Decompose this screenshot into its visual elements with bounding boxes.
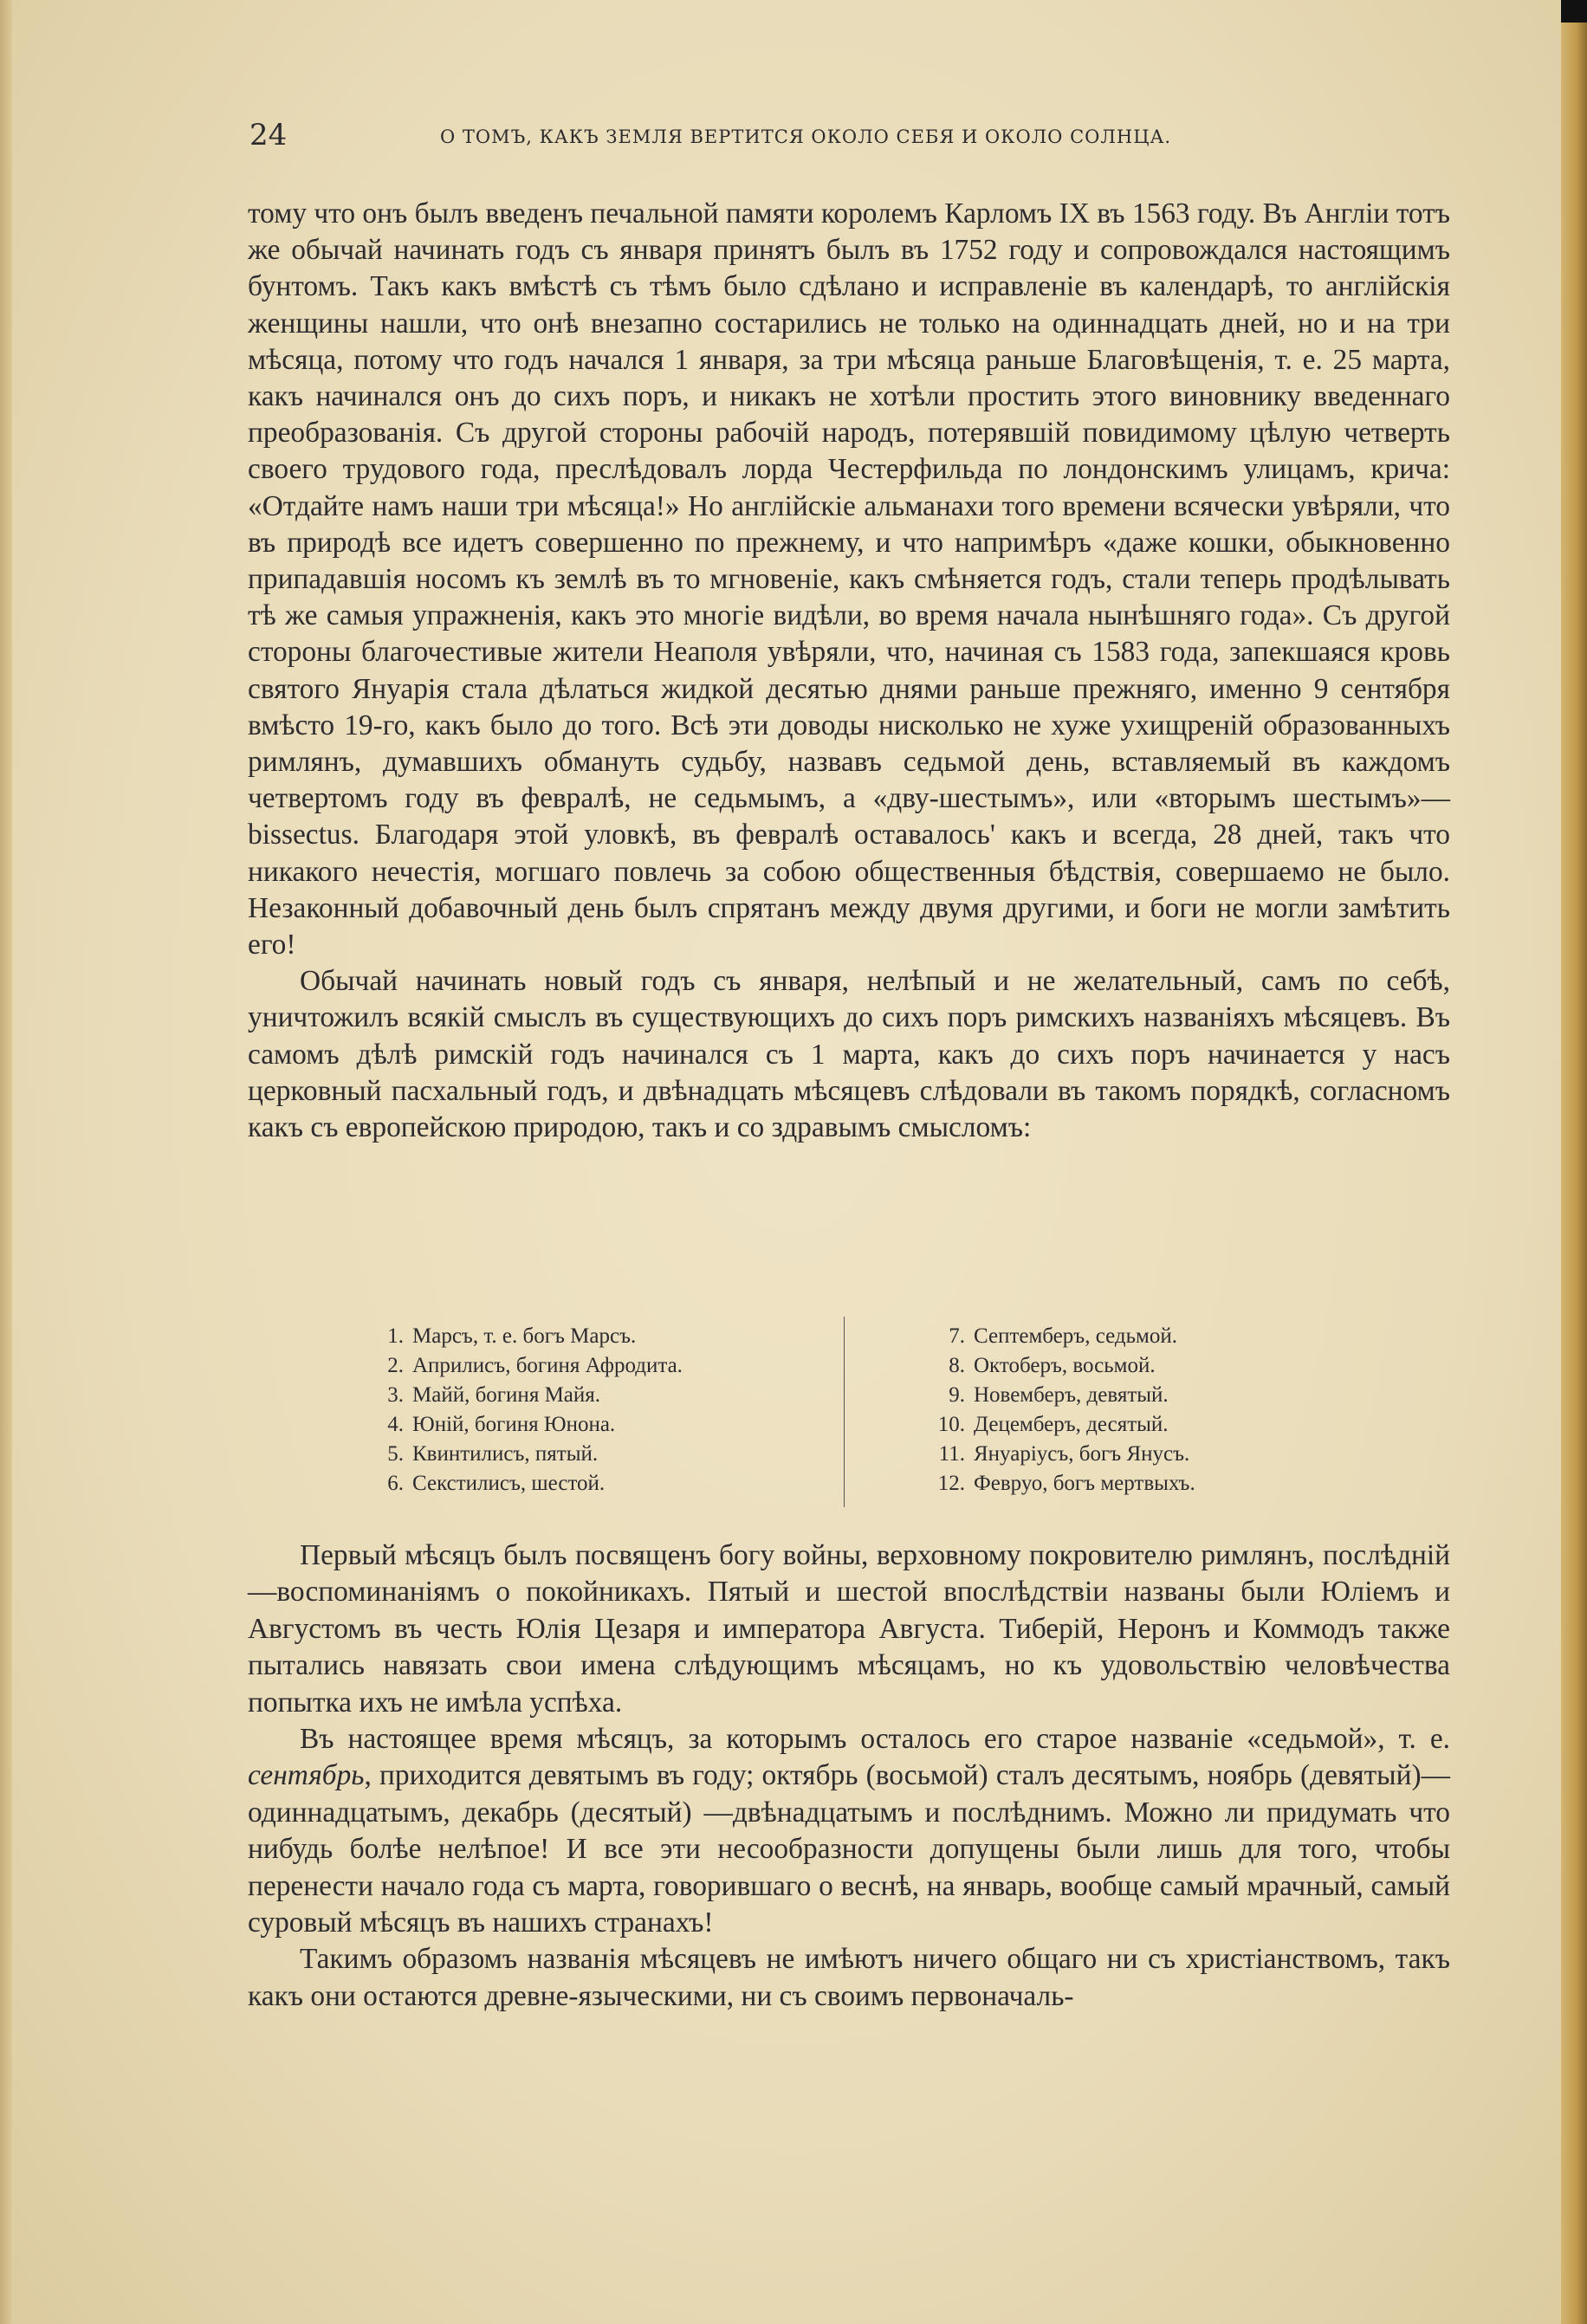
month-item [372,1351,823,1381]
month-number: 2. [387,1354,404,1377]
month-item [927,1440,1317,1469]
months-column-left [372,1322,823,1499]
month-text: Априлисъ, богиня Афродита. [412,1354,683,1377]
page-right-edge [1561,0,1587,2324]
running-title: О ТОМЪ, КАКЪ ЗЕМЛЯ ВЕРТИТСЯ ОКОЛО СЕБЯ И ОКОЛО СОЛНЦА. [440,126,1172,147]
paragraph-2: Обычай начинать новый годъ съ января, нелѣпый и не желательный, самъ по себѣ, уничтожилъ всякій смыслъ въ существующихъ до сихъ поръ римскихъ названіяхъ мѣсяцевъ. Въ самомъ дѣлѣ римскій годъ начинался съ 1 марта, какъ до сихъ поръ начинается у насъ церковный пасхальный годъ, и двѣнадцать мѣсяцевъ слѣдовали въ такомъ порядкѣ, согласномъ какъ съ европейскою природою, такъ и со здравымъ смысломъ: [248,965,1450,1144]
month-item [372,1469,823,1499]
paragraph-5: Такимъ образомъ названія мѣсяцевъ не имѣютъ ничего общаго ни съ христіанствомъ, такъ какъ они остаются древне-языческими, ни съ своимъ первоначаль- [248,1943,1450,2012]
month-number: 6. [387,1472,404,1495]
month-item [372,1322,823,1351]
month-text: Октоберъ, восьмой. [974,1354,1156,1377]
paragraph-4 [248,1721,1450,1941]
month-number: 4. [387,1413,404,1436]
month-number: 3. [387,1383,404,1407]
month-item [372,1381,823,1410]
month-text: Марсъ, т. е. богъ Марсъ. [412,1324,637,1348]
month-text: Секстилисъ, шестой. [412,1472,606,1495]
body-text-continued [248,1537,1450,2015]
month-number: 12. [937,1472,965,1495]
body-text [248,196,1450,1146]
page-number: 24 [249,118,288,152]
column-divider [844,1317,845,1507]
month-number: 7. [949,1324,965,1348]
month-number: 5. [387,1442,404,1466]
month-item [372,1440,823,1469]
month-item [927,1322,1317,1351]
month-number: 9. [949,1383,965,1407]
month-item [927,1351,1317,1381]
month-text: Февруо, богъ мертвыхъ. [974,1472,1195,1495]
page-left-edge [0,0,12,2324]
month-text: Децемберъ, десятый. [974,1413,1169,1436]
month-text: Юній, богиня Юнона. [412,1413,616,1436]
paragraph-4-rest: , приходится девятымъ въ году; октябрь (восьмой) сталъ десятымъ, ноябрь (девятый)—одиннадцатымъ, декабрь (десятый) —двѣнадцатымъ и послѣднимъ. Можно ли придумать что нибудь болѣе нелѣпое! И все эти несообразности допущены были лишь для того, чтобы перенести начало года съ марта, говорившаго о веснѣ, на январь, вообще самый мрачный, самый суровый мѣсяцъ въ нашихъ странахъ! [248,1759,1450,1939]
months-column-right [927,1322,1317,1499]
month-number: 8. [949,1354,965,1377]
month-item [927,1410,1317,1440]
month-text: Януаріусъ, богъ Янусъ. [974,1442,1190,1466]
month-number: 1. [387,1324,404,1348]
italic-word: сентябрь [248,1759,365,1792]
paragraph-4-start: Въ настоящее время мѣсяцъ, за которымъ осталось его старое названіе «седьмой», т. е. [300,1723,1450,1756]
months-table [372,1317,1325,1509]
month-number: 11. [938,1442,965,1466]
paragraph-3: Первый мѣсяцъ былъ посвященъ богу войны, верховному покровителю римлянъ, послѣдній—воспоминаніямъ о покойникахъ. Пятый и шестой впослѣдствіи названы были Юліемъ и Августомъ въ честь Юлія Цезаря и императора Августа. Тиберій, Неронъ и Коммодъ также пытались навязать свои имена слѣдующимъ мѣсяцамъ, но къ удовольствію человѣчества попытка ихъ не имѣла успѣха. [248,1539,1450,1719]
month-text: Квинтилисъ, пятый. [412,1442,599,1466]
scan-corner [1561,0,1587,23]
month-text: Септемберъ, седьмой. [974,1324,1177,1348]
month-text: Новемберъ, девятый. [974,1383,1169,1407]
month-item [927,1469,1317,1499]
month-number: 10. [937,1413,965,1436]
month-item [927,1381,1317,1410]
page-header [249,118,1450,152]
paragraph-1: тому что онъ былъ введенъ печальной памяти королемъ Карломъ IX въ 1563 году. Въ Англіи тотъ же обычай начинать годъ съ января принятъ былъ въ 1752 году и сопровождался настоящимъ бунтомъ. Такъ какъ вмѣстѣ съ тѣмъ было сдѣлано и исправленіе въ календарѣ, то англійскія женщины нашли, что онѣ внезапно состарились не только на одиннадцать дней, но и на три мѣсяца, потому что годъ начался 1 января, за три мѣсяца раньше Благовѣщенія, т. е. 25 марта, какъ начинался онъ до сихъ поръ, и никакъ не хотѣли простить этого виновнику введеннаго преобразованія. Съ другой стороны рабочій народъ, потерявшій повидимому цѣлую четверть своего трудового года, преслѣдовалъ лорда Честерфильда по лондонскимъ улицамъ, крича: «Отдайте намъ наши три мѣсяца!» Но англійскіе альманахи того времени всячески увѣряли, что въ природѣ все идетъ совершенно по прежнему, и что напримѣръ «даже кошки, обыкновенно припадавшія носомъ къ землѣ въ то мгновеніе, какъ смѣняется годъ, стали теперь продѣлывать тѣ же самыя упражненія, какъ это многіе видѣли, во время начала нынѣшняго года». Съ другой стороны благочестивые жители Неаполя увѣряли, что, начиная съ 1583 года, запекшаяся кровь святого Януарія стала дѣлаться жидкой десятью днями раньше прежняго, именно 9 сентября вмѣсто 19-го, какъ было до того. Всѣ эти доводы нисколько не хуже ухищреній образованныхъ римлянъ, думавшихъ обмануть судьбу, назвавъ седьмой день, вставляемый въ каждомъ четвертомъ году въ февралѣ, не седьмымъ, а «дву-шестымъ», или «вторымъ шестымъ»—bissectus. Благодаря этой уловкѣ, въ февралѣ оставалось' какъ и всегда, 28 дней, такъ что никакого нечестія, могшаго повлечь за собою общественныя бѣдствія, совершаемо не было. Незаконный добавочный день былъ спрятанъ между двумя другими, и боги не могли замѣтить его! [248,197,1450,961]
month-item [372,1410,823,1440]
month-text: Майй, богиня Майя. [412,1383,601,1407]
